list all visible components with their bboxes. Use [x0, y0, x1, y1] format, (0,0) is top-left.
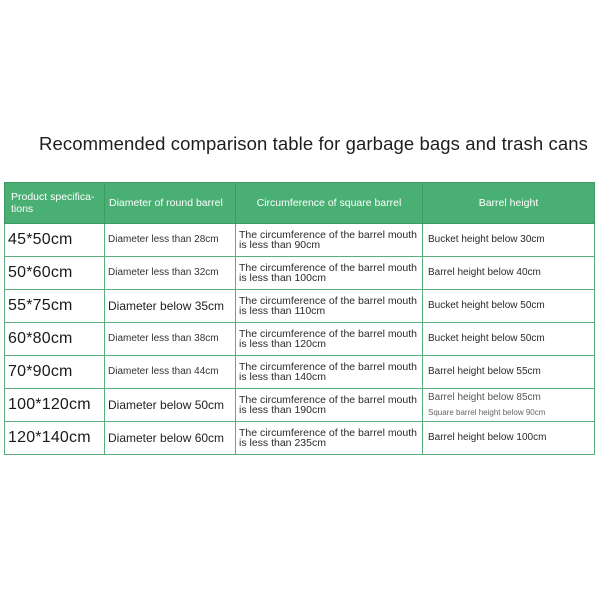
circumference-cell: The circumference of the barrel mouth is less than 235cm — [236, 422, 423, 455]
height-note-text: Square barrel height below 90cm — [428, 407, 546, 417]
height-cell — [423, 389, 595, 422]
spec-cell: 100*120cm — [5, 389, 105, 422]
height-cell: Barrel height below 55cm — [423, 356, 595, 389]
table-row — [5, 422, 595, 455]
diameter-cell: Diameter below 35cm — [105, 290, 236, 323]
spec-cell: 120*140cm — [5, 422, 105, 455]
table-row — [5, 389, 595, 422]
circumference-cell: The circumference of the barrel mouth is less than 190cm — [236, 389, 423, 422]
diameter-cell: Diameter less than 32cm — [105, 257, 236, 290]
header-height: Barrel height — [423, 183, 595, 224]
table-row — [5, 290, 595, 323]
height-main-text: Barrel height below 85cm — [428, 391, 541, 403]
diameter-cell: Diameter less than 44cm — [105, 356, 236, 389]
comparison-table — [4, 182, 595, 455]
spec-cell: 50*60cm — [5, 257, 105, 290]
header-diameter: Diameter of round barrel — [105, 183, 236, 224]
spec-cell: 60*80cm — [5, 323, 105, 356]
table-row — [5, 356, 595, 389]
circumference-cell: The circumference of the barrel mouth is less than 140cm — [236, 356, 423, 389]
height-cell: Barrel height below 40cm — [423, 257, 595, 290]
spec-cell: 70*90cm — [5, 356, 105, 389]
diameter-cell: Diameter less than 38cm — [105, 323, 236, 356]
circumference-cell: The circumference of the barrel mouth is less than 120cm — [236, 323, 423, 356]
circumference-cell: The circumference of the barrel mouth is less than 110cm — [236, 290, 423, 323]
height-cell: Barrel height below 100cm — [423, 422, 595, 455]
spec-cell: 45*50cm — [5, 224, 105, 257]
table-row — [5, 224, 595, 257]
height-cell: Bucket height below 30cm — [423, 224, 595, 257]
table-header-row — [5, 183, 595, 224]
page-title: Recommended comparison table for garbage bags and trash cans — [39, 133, 588, 154]
table-row — [5, 257, 595, 290]
spec-cell: 55*75cm — [5, 290, 105, 323]
diameter-cell: Diameter below 60cm — [105, 422, 236, 455]
header-spec: Product specifica-tions — [5, 183, 105, 224]
diameter-cell: Diameter less than 28cm — [105, 224, 236, 257]
header-circumference: Circumference of square barrel — [236, 183, 423, 224]
diameter-cell: Diameter below 50cm — [105, 389, 236, 422]
height-cell: Bucket height below 50cm — [423, 290, 595, 323]
circumference-cell: The circumference of the barrel mouth is less than 100cm — [236, 257, 423, 290]
table-row — [5, 323, 595, 356]
height-cell: Bucket height below 50cm — [423, 323, 595, 356]
circumference-cell: The circumference of the barrel mouth is less than 90cm — [236, 224, 423, 257]
